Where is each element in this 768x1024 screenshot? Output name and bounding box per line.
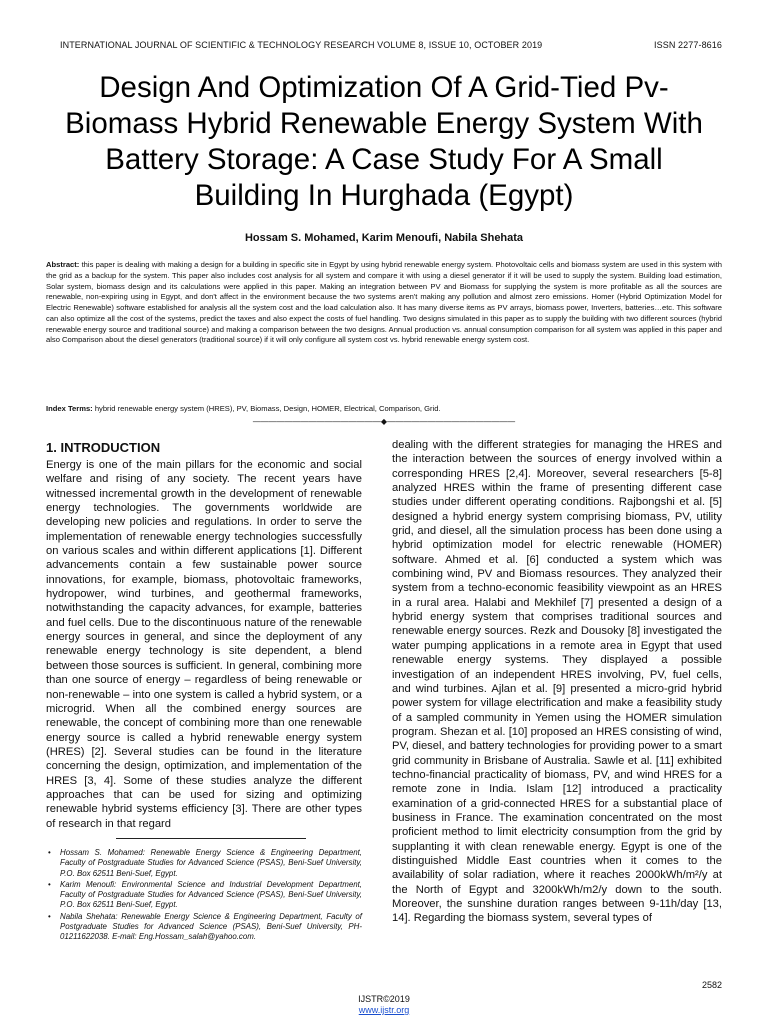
website-link[interactable]: www.ijstr.org — [358, 1005, 410, 1015]
title-line: Design And Optimization Of A Grid-Tied Pv- — [99, 71, 669, 104]
abstract-text: this paper is dealing with making a design for a building in specific site in Egypt by using hybrid renewable energy system. Photovoltaic cells and biomass system are used in this system with the grid as a backup for the system. This paper also includes cost analysis for all system and compare it with using a diesel generator if it will be used to supply the system. Building load estimation, Solar system, biomass design and its calculations were applied in this paper. Making an integration between PV and Biomass for supplying the system is more profitable as all the sources are renewable, non-expiring using in Egypt, and don't affect in the environment because the two systems aren't making any pollution and almost zero emissions. Homer (Hybrid Optimization Model for Electric Renewable) software established for analysis all the system cost and the load calculation also. It has many diverse items as PV arrays, biomass power, Inverters, batteries…etc. This software can also optimize all the cost of the systems, predict the taxes and also expect the costs of fuel handling. Two designs simulated in this paper as to supply the building with two different sources (hybrid renewable energy source and traditional source) and making a comparison between the two designs. Annual production vs. annual consumption comparison for all system was applied in this paper and also Comparison about the diesel generators (traditional source) if it will only configure all system cost vs. hybrid renewable energy system cost. — [46, 260, 722, 345]
footnote-item: • Nabila Shehata: Renewable Energy Science & Engineering Department, Faculty of Postgraduate Studies for Advanced Science (PSAS), Beni-Suef University, PH- 01211622038. E-mail: Eng.Hossam_salah@yahoo.com. — [46, 912, 362, 943]
section-divider: ————————————————◆———————————————— — [252, 417, 516, 426]
journal-name: INTERNATIONAL JOURNAL OF SCIENTIFIC & TECHNOLOGY RESEARCH VOLUME 8, ISSUE 10, OCTOBER 2019 — [60, 40, 543, 50]
page-footer — [0, 994, 768, 1016]
author-footnotes — [46, 848, 362, 944]
introduction-left-text: Energy is one of the main pillars for the economic and social welfare and rising of any society. The recent years have witnessed incremental growth in the development of renewable energy technologies. The governments worldwide are developing new policies and regulations. In order to serve the implementation of renewable energy technologies successfully on various scales and within different applications [1]. Different advancements contain a few sustainable power source innovations, for example, biomass, photovoltaic frameworks, hydropower, wind turbines, and geothermal frameworks, notwithstanding the capacity advances, for example, batteries and fuel cells. Due to the discontinuous nature of the renewable energy sources in general, and since the deployment of any renewable energy technology is site dependent, a blend between those sources is sufficient. In general, combining more than one source of energy – regardless of being renewable or non-renewable – into one system is called a hybrid system, or a microgrid. When all the combined energy sources are renewable, the concept of combining more than one renewable energy source is called a hybrid renewable energy system (HRES) [2]. Several studies can be found in the literature concerning the design, optimization, and implementation of the HRES [3, 4]. Some of these studies analyze the different approaches that can be used for sizing and optimizing renewable hybrid systems efficiency [3]. There are other types of research in that regard — [46, 459, 362, 830]
index-terms-text: hybrid renewable energy system (HRES), PV, Biomass, Design, HOMER, Electrical, Comparison, Grid. — [92, 404, 441, 413]
issn: ISSN 2277-8616 — [654, 40, 722, 50]
introduction-right-text: dealing with the different strategies for managing the HRES and the interaction between the sources of energy involved within a corresponding HRES [2,4]. Moreover, several researchers [5-8] analyzed HRES within the frame of presenting different case studies under different operating conditions. Rajbongshi et al. [5] designed a hybrid energy system comprising biomass, PV, utility grid, and diesel, all the simulation process has been done using a hybrid optimization model for electric renewable (HOMER) software. Ahmed et al. [6] conducted a system which was combining wind, PV and Biomass resources. They analyzed their system from a techno-economic feasibility viewpoint as an HRES in a rural area. Halabi and Mekhilef [7] presented a design of a hybrid energy system that comprises traditional sources and renewable energy sources. Rezk and Dousoky [8] investigated the water pumping applications in a remote area in Egypt that used renewable energy systems. They displayed a possible investigation of an independent HRES involving, PV, fuel cells, and wind turbines. Ajlan et al. [9] presented a micro-grid hybrid power system for village electrification and make a feasibility study of a sampled community in Yemen using the HOMER simulation program. Shezan et al. [10] proposed an HRES consisting of wind, PV, diesel, and battery technologies for providing power to a smart grid community in Brisbane of Australia. Sawle et al. [11] exhibited techno-financial practicality of biomass, PV, and wind HRES for a remote zone in India. Islam [12] introduced a practicality examination of a grid-connected HRES for a substantial place of business in France. The examination concentrated on the most proficient method to limit electricity consumption from the grid by supplanting it with clean renewable energy. Egypt is one of the distinguished Middle East countries when it comes to the availability of solar radiation, where it reaches 2000kWh/m²/y at the North of Egypt and 3200kWh/m2/y down to the south. Moreover, the sunshine duration ranges between 9-11h/day [13, 14]. Regarding the biomass system, several types of — [392, 439, 722, 925]
author-list: Hossam S. Mohamed, Karim Menoufi, Nabila Shehata — [244, 232, 524, 244]
abstract — [46, 260, 722, 346]
running-header — [60, 40, 722, 50]
publisher-copyright: IJSTR©2019 — [358, 994, 410, 1004]
abstract-label: Abstract: — [46, 260, 80, 269]
right-column — [392, 438, 722, 926]
index-terms — [46, 404, 722, 413]
title-line: Biomass Hybrid Renewable Energy System With — [65, 107, 703, 140]
introduction-heading: 1. INTRODUCTION — [46, 440, 161, 455]
footnote-rule — [116, 838, 306, 839]
footnote-item: • Karim Menoufi: Environmental Science and Industrial Development Department, Faculty of Postgraduate Studies for Advanced Science (PSAS), Beni-Suef University, P.O. Box 62511 Beni-Suef, Egypt. — [46, 880, 362, 911]
left-column — [46, 440, 362, 831]
index-terms-label: Index Terms: — [46, 404, 93, 413]
footnote-item: • Hossam S. Mohamed: Renewable Energy Science & Engineering Department, Faculty of Postgraduate Studies for Advanced Science (PSAS), Beni-Suef University, P.O. Box 62511 Beni-Suef, Egypt. — [46, 848, 362, 879]
title-line: Battery Storage: A Case Study For A Small — [105, 143, 663, 176]
page-number: 2582 — [701, 980, 722, 990]
paper-title — [40, 70, 728, 214]
title-line: Building In Hurghada (Egypt) — [194, 179, 574, 212]
